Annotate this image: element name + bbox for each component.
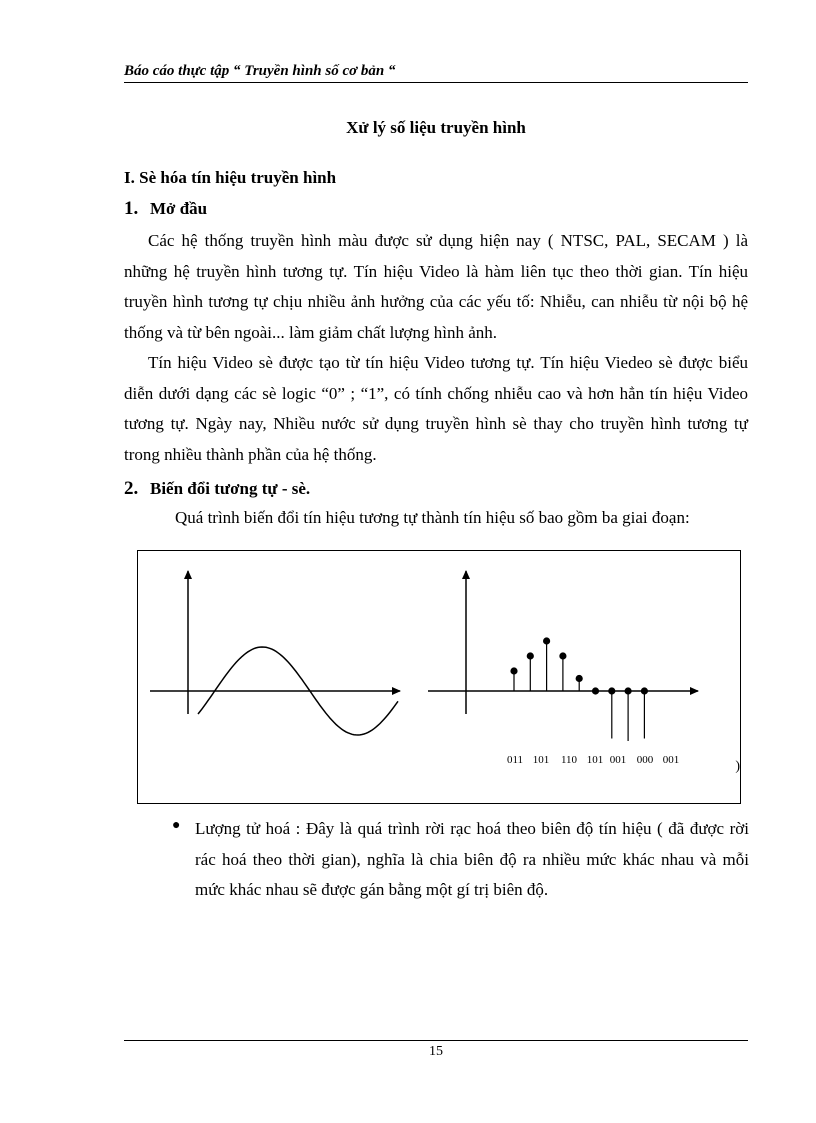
- section-heading: I. Sè hóa tín hiệu truyền hình: [124, 168, 337, 187]
- paragraph-3: Quá trình biến đổi tín hiệu tương tự thành tín hiệu số bao gồm ba giai đoạn:: [175, 508, 690, 527]
- subsection-2-number: 2.: [124, 478, 139, 499]
- page-title: Xử lý số liệu truyền hình: [346, 118, 526, 137]
- code-label: 110: [560, 754, 578, 766]
- code-label: 001: [609, 754, 627, 766]
- sample-dot: [527, 652, 534, 659]
- sample-dot: [576, 675, 583, 682]
- paragraph-2-text: Tín hiệu Video sè được tạo từ tín hiệu Video tương tự. Tín hiệu Viedeo sè được biểu diễn dưới dạng các sè logic “0” ; “1”, có tính chống nhiễu cao và hơn hẳn tín hiệu Video tương tự. Ngày nay, Nhiều nước sử dụng truyền hình sè thay cho truyền hình tương tự trong nhiều thành phần của hệ thống.: [124, 353, 748, 464]
- paragraph-2: [124, 348, 748, 470]
- code-label: 011: [506, 754, 524, 766]
- subsection-1-title: Mở đầu: [150, 199, 208, 218]
- bullet-icon: ●: [172, 818, 181, 833]
- footer-rule: [124, 1040, 748, 1041]
- subsection-1-number: 1.: [124, 198, 139, 219]
- code-label: 101: [532, 754, 550, 766]
- sample-dot: [608, 687, 615, 694]
- sample-dot: [543, 637, 550, 644]
- sample-dot: [592, 687, 599, 694]
- bullet-text: Lượng tử hoá : Đây là quá trình rời rạc hoá theo biên độ tín hiệu ( đã được rời rác hoá theo thời gian), nghĩa là chia biên độ ra nhiều mức khác nhau và mỗi mức khác nhau sẽ được gán bằng một gí trị biên độ.: [195, 819, 749, 899]
- code-label: 101: [586, 754, 604, 766]
- code-label: 001: [662, 754, 680, 766]
- sample-dot: [510, 667, 517, 674]
- figure-canvas: [138, 551, 742, 805]
- paragraph-1-text: Các hệ thống truyền hình màu được sử dụng hiện nay ( NTSC, PAL, SECAM ) là những hệ truyền hình tương tự. Tín hiệu Video là hàm liên tục theo thời gian. Tín hiệu truyền hình tương tự chịu nhiều ảnh hưởng của các yếu tố: Nhiễu, can nhiễu từ nội bộ hệ thống và từ bên ngoài... làm giảm chất lượng hình ảnh.: [124, 231, 748, 342]
- sampling-figure: [137, 550, 741, 804]
- sample-dot: [641, 687, 648, 694]
- running-header: Báo cáo thực tập “ Truyền hình số cơ bản “: [124, 60, 748, 83]
- code-label: 000: [636, 754, 654, 766]
- subsection-1-heading: [124, 198, 207, 220]
- page-number: 15: [429, 1044, 443, 1059]
- sample-dot: [625, 687, 632, 694]
- sample-dot: [559, 652, 566, 659]
- trailing-mark: ): [735, 759, 740, 774]
- subsection-2-heading: [124, 478, 310, 500]
- subsection-2-title: Biến đổi tương tự - sè.: [150, 479, 311, 498]
- paragraph-1: [124, 226, 748, 348]
